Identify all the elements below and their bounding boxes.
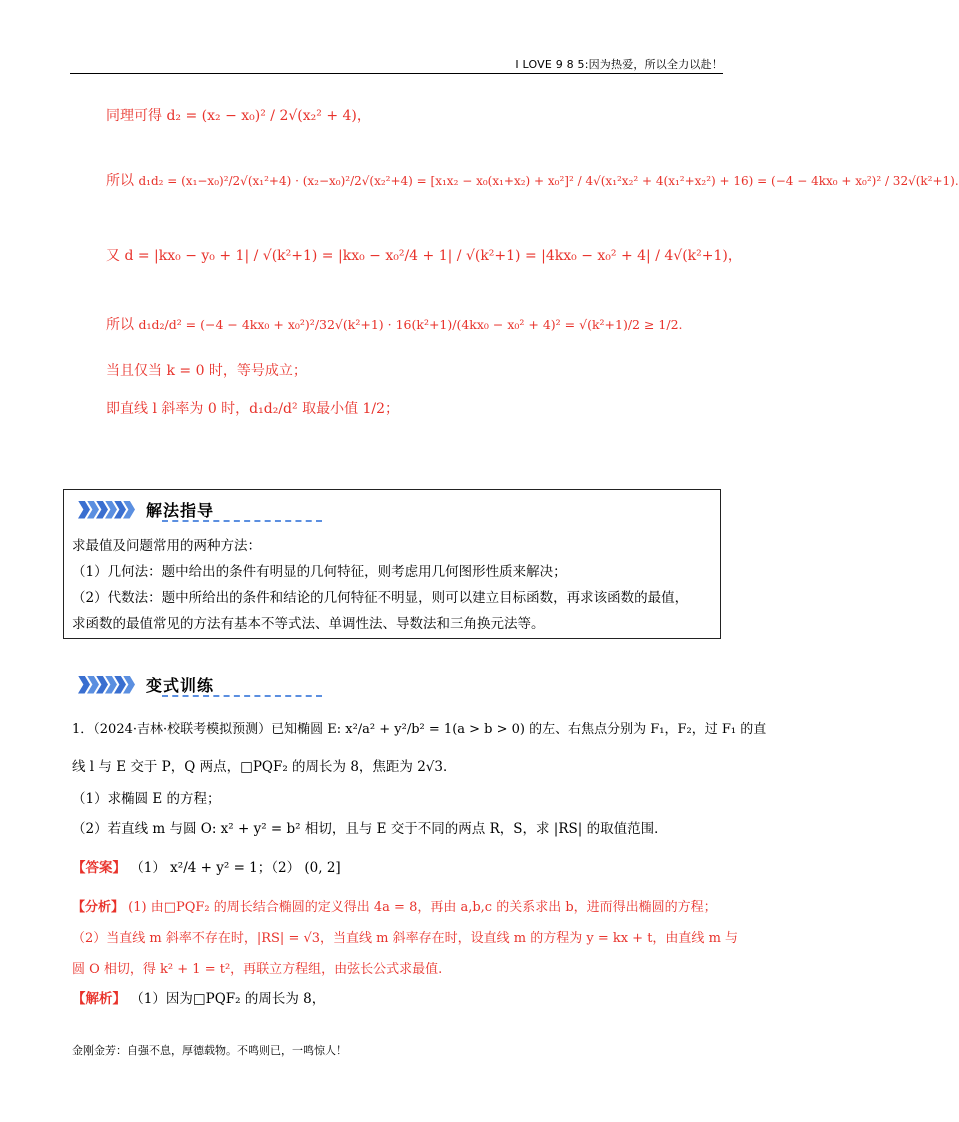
banner-underline (162, 520, 322, 522)
guide-line-4: 求函数的最值常见的方法有基本不等式法、单调性法、导数法和三角换元法等。 (72, 616, 545, 632)
answer-tag: 【答案】 (72, 860, 126, 876)
guide-line-1: 求最值及问题常用的两种方法： (72, 538, 261, 554)
guide-banner (78, 498, 214, 521)
solution-text: （1）因为□PQF₂ 的周长为 8， (130, 991, 326, 1007)
solution-line-2 (106, 170, 959, 190)
solution-start (72, 987, 325, 1007)
question-line-1: 1．（2024·吉林·校联考模拟预测）已知椭圆 E: x²/a² + y²/b² = 1(a > b > 0) 的左、右焦点分别为 F₁，F₂，过 F₁ 的直 (72, 722, 767, 737)
answer-text: （1） x²/4 + y² = 1；（2） (0, 2] (130, 860, 341, 876)
line-formula: d₁d₂ = (x₁−x₀)²/2√(x₁²+4) · (x₂−x₀)²/2√(x₂²+4) = [x₁x₂ − x₀(x₁+x₂) + x₀²]² / 4√(x₁²x₂² + 4(x₁²+x₂²) + 16) = (−4 − 4kx₀ + x₀²)² / 32√(k²+1). (138, 174, 959, 188)
line-prefix: 同理可得 (106, 108, 162, 124)
line-formula: d = |kx₀ − y₀ + 1| / √(k²+1) = |kx₀ − x₀²/4 + 1| / √(k²+1) = |4kx₀ − x₀² + 4| / 4√(k²+1)， (124, 248, 742, 264)
question-part-2: （2）若直线 m 与圆 O: x² + y² = b² 相切，且与 E 交于不同的两点 R，S，求 |RS| 的取值范围． (72, 821, 668, 837)
guide-line-3: （2）代数法：题中所给出的条件和结论的几何特征不明显，则可以建立目标函数，再求该函数的最值， (72, 590, 689, 606)
analysis-text-1: (1) 由□PQF₂ 的周长结合椭圆的定义得出 4a = 8，再由 a,b,c 的关系求出 b，进而得出椭圆的方程； (128, 900, 717, 915)
analysis-line-1 (72, 896, 717, 915)
chevron-arrows-icon (78, 501, 132, 519)
header-rule (70, 73, 723, 74)
analysis-line-3: 圆 O 相切，得 k² + 1 = t²，再联立方程组，由弦长公式求最值. (72, 962, 443, 977)
solution-tag: 【解析】 (72, 991, 126, 1007)
line-formula: d₂ = (x₂ − x₀)² / 2√(x₂² + 4)， (166, 108, 371, 124)
guide-box (63, 489, 721, 639)
solution-line-4 (106, 314, 683, 334)
line-prefix: 又 (106, 248, 120, 264)
question-part-1: （1）求椭圆 E 的方程； (72, 791, 221, 807)
analysis-line-2: （2）当直线 m 斜率不存在时，|RS| = √3，当直线 m 斜率存在时，设直线 m 的方程为 y = kx + t，由直线 m 与 (72, 931, 739, 946)
solution-line-3 (106, 245, 742, 265)
question-line-2: 线 l 与 E 交于 P，Q 两点，□PQF₂ 的周长为 8，焦距为 2√3． (72, 759, 457, 775)
solution-line-5: 当且仅当 k = 0 时，等号成立； (106, 363, 307, 379)
line-prefix: 所以 (106, 173, 134, 189)
chevron-arrows-icon (78, 676, 132, 694)
line-prefix: 所以 (106, 317, 134, 333)
line-formula: d₁d₂/d² = (−4 − 4kx₀ + x₀²)²/32√(k²+1) · 16(k²+1)/(4kx₀ − x₀² + 4)² = √(k²+1)/2 ≥ 1/2. (138, 317, 683, 332)
solution-line-1 (106, 105, 371, 125)
banner-underline (162, 695, 322, 697)
guide-title: 解法指导 (146, 501, 215, 520)
solution-line-6: 即直线 l 斜率为 0 时，d₁d₂/d² 取最小值 1/2； (106, 401, 400, 417)
practice-title: 变式训练 (146, 676, 215, 695)
footer-motto: 金刚金芳：自强不息，厚德载物。不鸣则已，一鸣惊人！ (72, 1044, 347, 1057)
header-slogan: I LOVE 9 8 5:因为热爱，所以全力以赴！ (515, 58, 723, 71)
analysis-tag: 【分析】 (72, 900, 125, 915)
answer-line (72, 856, 341, 876)
practice-banner (78, 673, 214, 696)
guide-line-2: （1）几何法：题中给出的条件有明显的几何特征，则考虑用几何图形性质来解决； (72, 564, 567, 580)
